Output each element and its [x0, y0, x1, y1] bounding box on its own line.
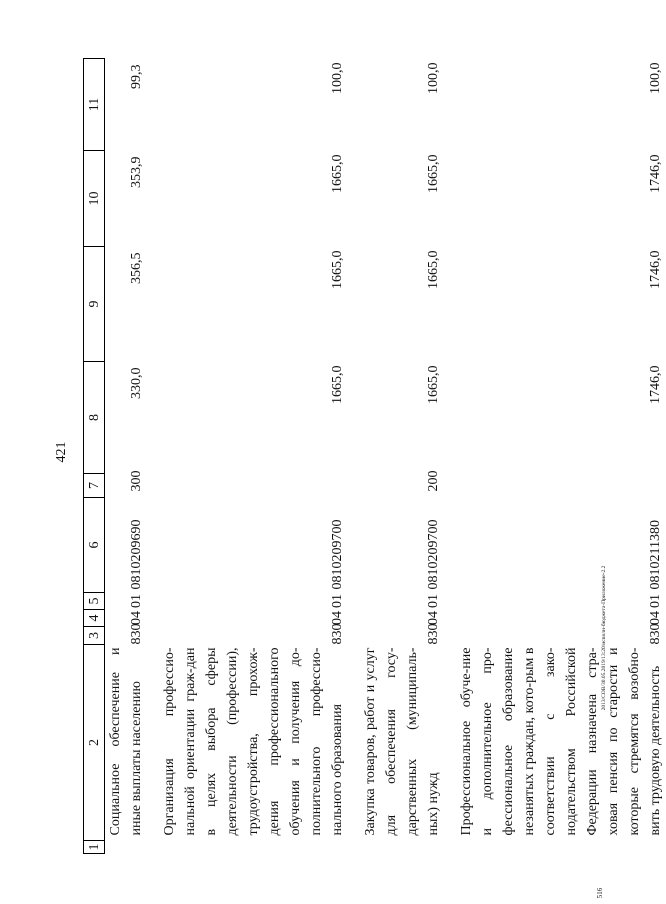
table-row	[360, 59, 444, 854]
header-cell: 1	[84, 841, 105, 854]
cell-value-8: 330,0	[129, 367, 144, 399]
cell-target-code: 0810209690	[129, 519, 144, 590]
row-name: Профессиональное обуче-ние и дополнительное про-фессиональное образование незанятых граждан, кото-рым в соответствии с зако-нодательством Российской Федерации назначена стра-ховая пенсия по старости и которые стремятся возобно-вить трудовую деятельность	[459, 647, 663, 836]
cell-expense-type: 300	[129, 470, 144, 492]
cell-value-9: 1665,0	[330, 250, 345, 289]
cell-subsection: 01	[648, 594, 663, 608]
cell-value-9: 356,5	[129, 252, 144, 284]
table-row	[105, 59, 148, 854]
cell-subsection: 01	[426, 594, 441, 608]
header-row	[84, 59, 105, 854]
cell-ved: 830	[426, 623, 441, 645]
table-row	[456, 59, 666, 854]
cell-ved: 830	[129, 623, 144, 645]
document-stamp: 2013/СОВ/30.05.2019/13:20/исполн-бюджета-Приложение-2.2	[601, 565, 607, 711]
cell-value-11: 100,0	[426, 62, 441, 94]
header-cell: 3	[84, 627, 105, 645]
cell-value-11: 100,0	[330, 62, 345, 94]
cell-section: 04	[426, 611, 441, 625]
row-name: Закупка товаров, работ и услуг для обеспечения госу-дарственных (муниципаль-ных) нужд	[363, 647, 441, 836]
cell-expense-type: 200	[426, 470, 441, 492]
row-name: Организация профессио-нальной ориентации граж-дан в целях выбора сферы деятельности (профессии), трудоустройства, прохож-дения профессионального обучения и получения до-полнительного профессио-нального образования	[162, 647, 345, 836]
budget-table	[83, 58, 666, 854]
row-name: Социальное обеспечение и иные выплаты населению	[108, 647, 144, 836]
header-cell: 9	[84, 247, 105, 362]
cell-target-code: 0810211380	[648, 520, 663, 590]
cell-expense-type	[456, 474, 666, 498]
cell-target-code: 0810209700	[426, 519, 441, 590]
cell-ved: 830	[648, 623, 663, 645]
corner-page-mark: 516	[596, 887, 604, 899]
cell-subsection: 01	[330, 594, 345, 608]
cell-ved: 830	[330, 623, 345, 645]
cell-value-11: 100,0	[648, 62, 663, 94]
header-cell: 2	[84, 645, 105, 841]
cell-expense-type	[159, 474, 348, 498]
cell-value-8: 1665,0	[330, 365, 345, 404]
cell-section: 04	[330, 611, 345, 625]
header-cell: 5	[84, 593, 105, 610]
cell-value-9: 1746,0	[648, 250, 663, 289]
cell-section: 04	[129, 611, 144, 625]
header-cell: 11	[84, 59, 105, 151]
cell-value-10: 1665,0	[426, 154, 441, 193]
cell-value-10: 353,9	[129, 156, 144, 188]
header-cell: 8	[84, 362, 105, 474]
header-cell: 7	[84, 474, 105, 498]
table-row	[159, 59, 348, 854]
cell-value-8: 1665,0	[426, 365, 441, 404]
header-cell: 4	[84, 610, 105, 627]
cell-value-9: 1665,0	[426, 250, 441, 289]
header-cell: 6	[84, 498, 105, 593]
cell-section: 04	[648, 611, 663, 625]
cell-target-code: 0810209700	[330, 519, 345, 590]
page-number: 421	[54, 441, 69, 463]
cell-value-11: 99,3	[129, 64, 144, 89]
header-cell: 10	[84, 151, 105, 247]
cell-value-10: 1746,0	[648, 154, 663, 193]
cell-value-8: 1746,0	[648, 365, 663, 404]
cell-value-10: 1665,0	[330, 154, 345, 193]
cell-subsection: 01	[129, 594, 144, 608]
